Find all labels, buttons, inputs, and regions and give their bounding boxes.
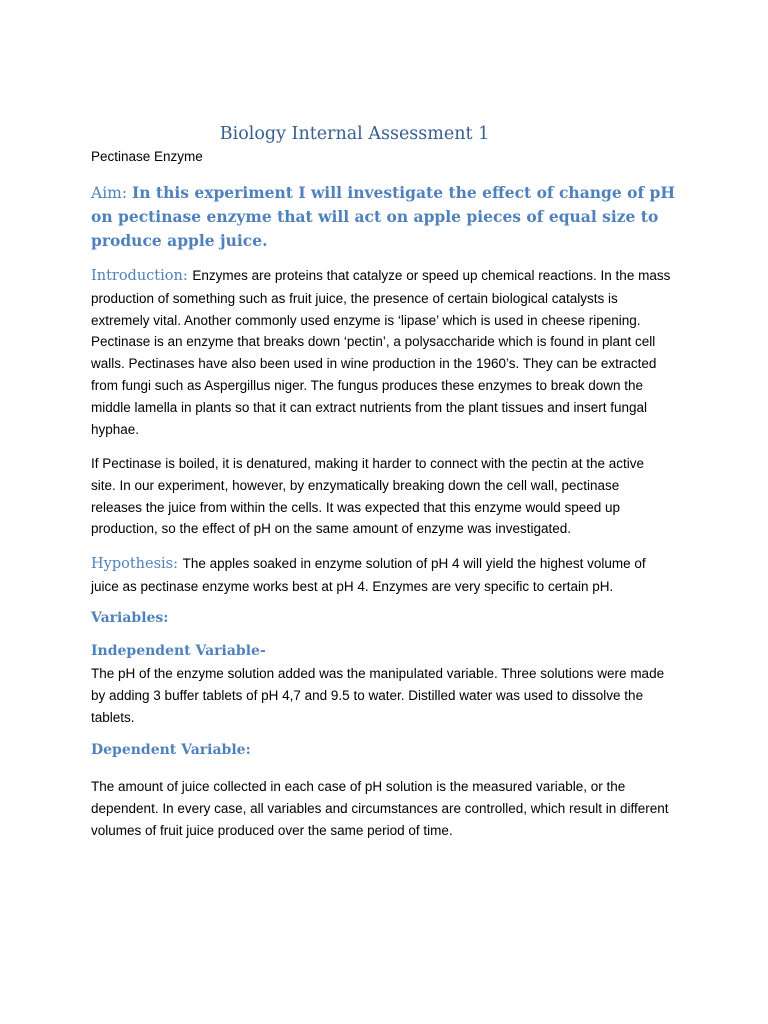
aim-label: Aim (91, 184, 122, 202)
document-title: Biology Internal Assessment 1 (219, 124, 490, 144)
introduction-text: Enzymes are proteins that catalyze or speed up chemical reactions. In the mass production of something such as fruit juice, the presence of certain biological catalysts is extremely vital. Another commonly used enzyme is ‘lipase’ which is used in cheese ripening. Pectinase is an enzyme that breaks down ‘pectin’, a polysaccharide which is found in plant cell walls. Pectinases have also been used in wine production in the 1960’s. They can be extracted from fungi such as Aspergillus niger. The fungus produces these enzymes to break down the middle lamella in plants so that it can extract nutrients from the plant tissues and insert fungal hyphae. (91, 268, 671, 437)
introduction-section (91, 265, 671, 440)
dependent-variable-heading: Dependent Variable: (91, 742, 251, 758)
dependent-variable-text: The amount of juice collected in each case of pH solution is the measured variable, or the dependent. In every case, all variables and circumstances are controlled, which result in different volumes of fruit juice produced over the same period of time. (91, 779, 669, 838)
boiled-paragraph: If Pectinase is boiled, it is denatured, making it harder to connect with the pectin at the active site. In our experiment, however, by enzymatically breaking down the cell wall, pectinase releases the juice from within the cells. It was expected that this enzyme would speed up production, so the effect of pH on the same amount of enzyme was investigated. (91, 456, 645, 537)
hypothesis-label: Hypothesis (91, 556, 174, 572)
independent-variable-text: The pH of the enzyme solution added was the manipulated variable. Three solutions were made by adding 3 buffer tablets of pH 4,7 and 9.5 to water. Distilled water was used to dissolve the tablets. (91, 666, 665, 725)
introduction-label: Introduction (91, 268, 183, 284)
variables-heading: Variables: (91, 610, 169, 626)
hypothesis-text: The apples soaked in enzyme solution of pH 4 will yield the highest volume of juice as pectinase enzyme works best at pH 4. Enzymes are very specific to certain pH. (91, 556, 646, 594)
hypothesis-section (91, 553, 671, 598)
aim-text: In this experiment I will investigate the effect of change of pH on pectinase enzyme that will act on apple pieces of equal size to produce apple juice. (91, 183, 675, 250)
document-subtitle: Pectinase Enzyme (91, 149, 203, 164)
hypothesis-separator: : (173, 556, 183, 572)
independent-variable-heading: Independent Variable- (91, 643, 266, 659)
aim-separator: : (121, 184, 133, 202)
aim-section (91, 181, 681, 253)
introduction-separator: : (182, 268, 193, 284)
